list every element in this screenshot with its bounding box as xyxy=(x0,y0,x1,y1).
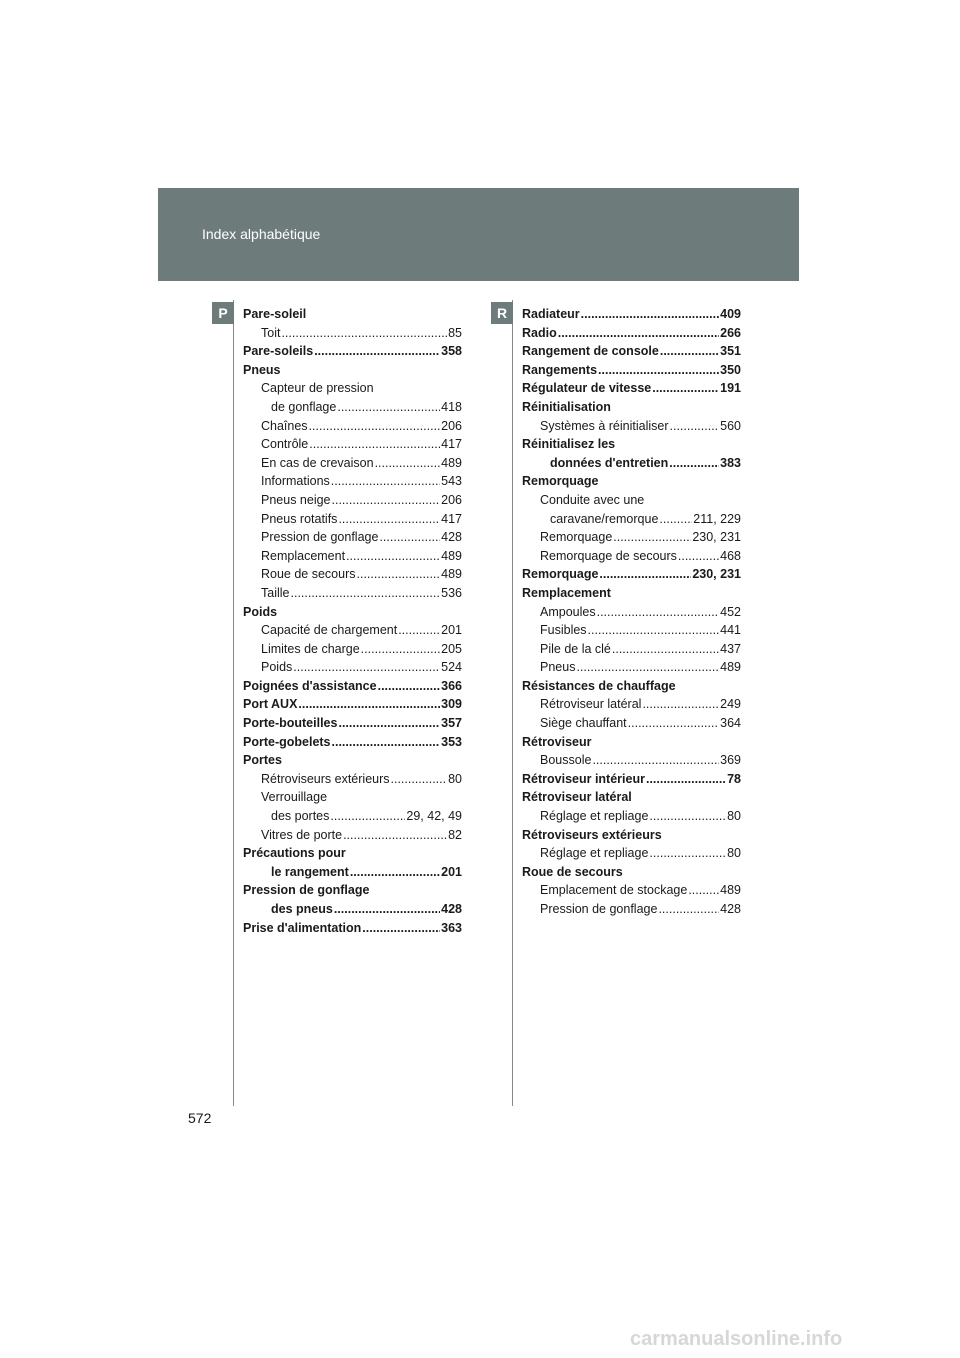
page-header xyxy=(158,188,799,281)
dot-leader xyxy=(332,733,441,752)
index-entry xyxy=(243,361,462,380)
index-entry xyxy=(243,379,462,398)
index-entry xyxy=(522,733,741,752)
dot-leader xyxy=(314,342,440,361)
index-entry xyxy=(522,379,741,398)
entry-page-ref: 206 xyxy=(441,492,462,507)
index-entry xyxy=(243,398,462,417)
entry-page-ref: 417 xyxy=(441,437,462,452)
entry-label: le rangement xyxy=(271,864,349,879)
index-entry xyxy=(243,733,462,752)
dot-leader xyxy=(338,510,440,529)
index-entry xyxy=(522,584,741,603)
entry-page-ref: 560 xyxy=(720,418,741,433)
entry-label: Remorquage de secours xyxy=(540,548,677,563)
header-title: Index alphabétique xyxy=(202,226,321,242)
dot-leader xyxy=(291,584,441,603)
entry-page-ref: 489 xyxy=(441,548,462,563)
index-entry xyxy=(243,472,462,491)
entry-page-ref: 489 xyxy=(720,660,741,675)
entry-page-ref: 357 xyxy=(441,716,462,731)
entry-label: Rétroviseurs extérieurs xyxy=(522,827,662,842)
entry-label: Porte-gobelets xyxy=(243,734,331,749)
index-entry xyxy=(243,714,462,733)
dot-leader xyxy=(659,510,692,529)
entry-label: Rétroviseur xyxy=(522,734,592,749)
index-entry xyxy=(243,417,462,436)
entry-label: Pneus xyxy=(540,660,576,675)
index-entry xyxy=(522,305,741,324)
dot-leader xyxy=(362,919,440,938)
entry-label: Fusibles xyxy=(540,623,587,638)
entry-label: Rétroviseur latéral xyxy=(522,790,632,805)
entry-page-ref: 452 xyxy=(720,604,741,619)
entry-label: Prise d'alimentation xyxy=(243,920,362,935)
index-entry xyxy=(243,584,462,603)
dot-leader xyxy=(642,695,719,714)
entry-label: Informations xyxy=(261,474,330,489)
entry-page-ref: 358 xyxy=(441,344,462,359)
entry-label: Contrôle xyxy=(261,437,309,452)
dot-leader xyxy=(346,547,440,566)
entry-page-ref: 489 xyxy=(720,883,741,898)
index-entry xyxy=(522,881,741,900)
page-number: 572 xyxy=(188,1110,212,1126)
dot-leader xyxy=(298,695,440,714)
entry-page-ref: 418 xyxy=(441,399,462,414)
entry-label: Vitres de porte xyxy=(261,827,343,842)
dot-leader xyxy=(652,379,719,398)
index-entry xyxy=(522,510,741,529)
entry-page-ref: 353 xyxy=(441,734,462,749)
entry-label: Réinitialisez les xyxy=(522,437,616,452)
dot-leader xyxy=(670,417,720,436)
index-entry xyxy=(522,454,741,473)
index-entry xyxy=(243,305,462,324)
entry-page-ref: 201 xyxy=(441,623,462,638)
dot-leader xyxy=(343,826,447,845)
index-column-r xyxy=(522,305,741,919)
entry-page-ref: 417 xyxy=(441,511,462,526)
entry-label: Pneus rotatifs xyxy=(261,511,338,526)
entry-label: Poids xyxy=(261,660,293,675)
dot-leader xyxy=(599,565,691,584)
entry-page-ref: 350 xyxy=(720,362,741,377)
index-entry xyxy=(243,844,462,863)
dot-leader xyxy=(334,900,440,919)
entry-page-ref: 383 xyxy=(720,455,741,470)
index-entry xyxy=(243,528,462,547)
entry-label: Pneus neige xyxy=(261,492,331,507)
entry-page-ref: 80 xyxy=(727,809,741,824)
index-entry xyxy=(522,900,741,919)
index-entry xyxy=(522,844,741,863)
entry-label: En cas de crevaison xyxy=(261,455,374,470)
entry-label: caravane/remorque xyxy=(550,511,659,526)
entry-label: Poignées d'assistance xyxy=(243,678,377,693)
entry-page-ref: 428 xyxy=(441,530,462,545)
index-entry xyxy=(243,342,462,361)
dot-leader xyxy=(588,621,720,640)
index-entry xyxy=(243,788,462,807)
index-entry xyxy=(522,547,741,566)
entry-page-ref: 249 xyxy=(720,697,741,712)
entry-label: Radio xyxy=(522,325,557,340)
dot-leader xyxy=(309,435,440,454)
entry-label: Résistances de chauffage xyxy=(522,678,676,693)
entry-label: Poids xyxy=(243,604,278,619)
dot-leader xyxy=(581,305,719,324)
dot-leader xyxy=(293,658,440,677)
index-entry xyxy=(243,695,462,714)
entry-page-ref: 80 xyxy=(727,846,741,861)
entry-page-ref: 543 xyxy=(441,474,462,489)
entry-page-ref: 441 xyxy=(720,623,741,638)
entry-page-ref: 85 xyxy=(448,325,462,340)
entry-label: Rangements xyxy=(522,362,598,377)
entry-page-ref: 366 xyxy=(441,678,462,693)
dot-leader xyxy=(649,844,726,863)
entry-label: Remorquage xyxy=(540,530,613,545)
entry-label: des portes xyxy=(271,809,330,824)
dot-leader xyxy=(330,807,405,826)
entry-page-ref: 489 xyxy=(441,567,462,582)
index-entry xyxy=(522,770,741,789)
dot-leader xyxy=(332,491,441,510)
entry-label: Précautions pour xyxy=(243,846,346,861)
entry-label: Toit xyxy=(261,325,281,340)
index-entry xyxy=(243,751,462,770)
dot-leader xyxy=(350,863,440,882)
entry-label: Remplacement xyxy=(522,585,611,600)
index-entry xyxy=(243,435,462,454)
dot-leader xyxy=(628,714,719,733)
entry-page-ref: 364 xyxy=(720,716,741,731)
entry-page-ref: 29, 42, 49 xyxy=(406,809,462,824)
entry-label: Pneus xyxy=(243,362,281,377)
index-entry xyxy=(243,863,462,882)
entry-page-ref: 363 xyxy=(441,920,462,935)
dot-leader xyxy=(678,547,719,566)
entry-page-ref: 409 xyxy=(720,307,741,321)
dot-leader xyxy=(660,342,719,361)
dot-leader xyxy=(558,324,719,343)
index-entry xyxy=(522,677,741,696)
entry-label: Portes xyxy=(243,753,282,768)
index-entry xyxy=(522,603,741,622)
index-entry xyxy=(243,658,462,677)
entry-label: Rétroviseurs extérieurs xyxy=(261,771,390,786)
entry-label: Rétroviseur latéral xyxy=(540,697,642,712)
index-entry xyxy=(522,324,741,343)
entry-page-ref: 201 xyxy=(441,864,462,879)
dot-leader xyxy=(576,658,719,677)
index-entry xyxy=(522,807,741,826)
index-entry xyxy=(522,342,741,361)
entry-page-ref: 82 xyxy=(448,827,462,842)
dot-leader xyxy=(331,472,440,491)
entry-label: Remorquage xyxy=(522,474,599,489)
entry-page-ref: 369 xyxy=(720,753,741,768)
dot-leader xyxy=(612,640,719,659)
entry-page-ref: 524 xyxy=(441,660,462,675)
index-entry xyxy=(522,435,741,454)
entry-label: Taille xyxy=(261,585,290,600)
index-entry xyxy=(243,919,462,938)
index-entry xyxy=(243,677,462,696)
index-entry xyxy=(522,863,741,882)
dot-leader xyxy=(398,621,440,640)
entry-label: Siège chauffant xyxy=(540,716,627,731)
dot-leader xyxy=(646,770,726,789)
entry-label: Ampoules xyxy=(540,604,596,619)
index-entry xyxy=(522,528,741,547)
entry-label: Régulateur de vitesse xyxy=(522,381,652,396)
dot-leader xyxy=(649,807,726,826)
dot-leader xyxy=(378,677,441,696)
middle-divider xyxy=(512,300,513,1106)
left-divider xyxy=(233,300,234,1106)
entry-label: de gonflage xyxy=(271,399,337,414)
section-letter-p: P xyxy=(212,302,234,324)
index-entry xyxy=(243,770,462,789)
index-entry xyxy=(243,491,462,510)
entry-label: Pression de gonflage xyxy=(243,883,370,898)
entry-page-ref: 206 xyxy=(441,418,462,433)
entry-label: Pile de la clé xyxy=(540,641,611,656)
dot-leader xyxy=(281,324,447,343)
dot-leader xyxy=(658,900,719,919)
index-entry xyxy=(243,826,462,845)
entry-page-ref: 437 xyxy=(720,641,741,656)
dot-leader xyxy=(598,361,719,380)
entry-label: Pression de gonflage xyxy=(261,530,379,545)
index-entry xyxy=(522,417,741,436)
index-entry xyxy=(243,900,462,919)
watermark: carmanualsonline.info xyxy=(630,1328,843,1350)
entry-label: Verrouillage xyxy=(261,790,328,805)
index-entry xyxy=(522,565,741,584)
entry-label: données d'entretien xyxy=(550,455,669,470)
entry-label: Porte-bouteilles xyxy=(243,716,338,731)
index-entry xyxy=(522,472,741,491)
entry-label: Rangement de console xyxy=(522,344,659,359)
index-entry xyxy=(522,788,741,807)
index-entry xyxy=(522,361,741,380)
dot-leader xyxy=(597,603,720,622)
entry-label: Réinitialisation xyxy=(522,399,611,414)
index-entry xyxy=(243,324,462,343)
entry-label: Pression de gonflage xyxy=(540,902,658,916)
index-entry xyxy=(243,547,462,566)
entry-page-ref: 211, 229 xyxy=(693,511,741,526)
entry-page-ref: 78 xyxy=(727,771,741,786)
dot-leader xyxy=(391,770,448,789)
index-entry xyxy=(522,491,741,510)
entry-page-ref: 489 xyxy=(441,455,462,470)
dot-leader xyxy=(592,751,719,770)
entry-label: Pare-soleils xyxy=(243,344,314,359)
entry-page-ref: 536 xyxy=(441,585,462,600)
index-entry xyxy=(522,398,741,417)
entry-page-ref: 351 xyxy=(720,344,741,359)
index-column-p xyxy=(243,305,462,937)
entry-page-ref: 428 xyxy=(441,902,462,916)
entry-label: des pneus xyxy=(271,902,333,916)
index-entry xyxy=(243,640,462,659)
entry-label: Réglage et repliage xyxy=(540,809,649,824)
index-entry xyxy=(243,807,462,826)
dot-leader xyxy=(338,714,440,733)
index-entry xyxy=(522,826,741,845)
section-letter-r: R xyxy=(491,302,513,324)
index-entry xyxy=(243,565,462,584)
dot-leader xyxy=(613,528,691,547)
entry-label: Réglage et repliage xyxy=(540,846,649,861)
entry-label: Capteur de pression xyxy=(261,381,374,396)
entry-label: Boussole xyxy=(540,753,592,768)
entry-label: Remplacement xyxy=(261,548,346,563)
entry-label: Port AUX xyxy=(243,697,298,712)
entry-page-ref: 205 xyxy=(441,641,462,656)
dot-leader xyxy=(379,528,440,547)
entry-label: Limites de charge xyxy=(261,641,360,656)
index-entry xyxy=(522,695,741,714)
entry-page-ref: 230, 231 xyxy=(692,530,741,545)
entry-label: Capacité de chargement xyxy=(261,623,398,638)
index-entry xyxy=(243,510,462,529)
entry-page-ref: 80 xyxy=(448,771,462,786)
index-entry xyxy=(522,751,741,770)
entry-page-ref: 428 xyxy=(720,902,741,916)
dot-leader xyxy=(309,417,441,436)
entry-page-ref: 191 xyxy=(720,381,741,396)
entry-page-ref: 230, 231 xyxy=(692,567,741,582)
dot-leader xyxy=(337,398,440,417)
entry-page-ref: 309 xyxy=(441,697,462,712)
entry-label: Roue de secours xyxy=(522,864,623,879)
entry-label: Radiateur xyxy=(522,307,580,321)
entry-label: Remorquage xyxy=(522,567,599,582)
index-entry xyxy=(522,621,741,640)
index-entry xyxy=(243,603,462,622)
entry-page-ref: 266 xyxy=(720,325,741,340)
dot-leader xyxy=(361,640,440,659)
index-entry xyxy=(522,658,741,677)
entry-label: Chaînes xyxy=(261,418,308,433)
index-entry xyxy=(522,640,741,659)
index-entry xyxy=(243,881,462,900)
dot-leader xyxy=(375,454,441,473)
dot-leader xyxy=(688,881,719,900)
entry-label: Systèmes à réinitialiser xyxy=(540,418,669,433)
dot-leader xyxy=(669,454,719,473)
index-entry xyxy=(243,621,462,640)
index-entry xyxy=(243,454,462,473)
entry-page-ref: 468 xyxy=(720,548,741,563)
entry-label: Roue de secours xyxy=(261,567,356,582)
entry-label: Conduite avec une xyxy=(540,492,645,507)
entry-label: Emplacement de stockage xyxy=(540,883,688,898)
entry-label: Rétroviseur intérieur xyxy=(522,771,645,786)
entry-label: Pare-soleil xyxy=(243,307,307,321)
index-entry xyxy=(522,714,741,733)
dot-leader xyxy=(357,565,441,584)
